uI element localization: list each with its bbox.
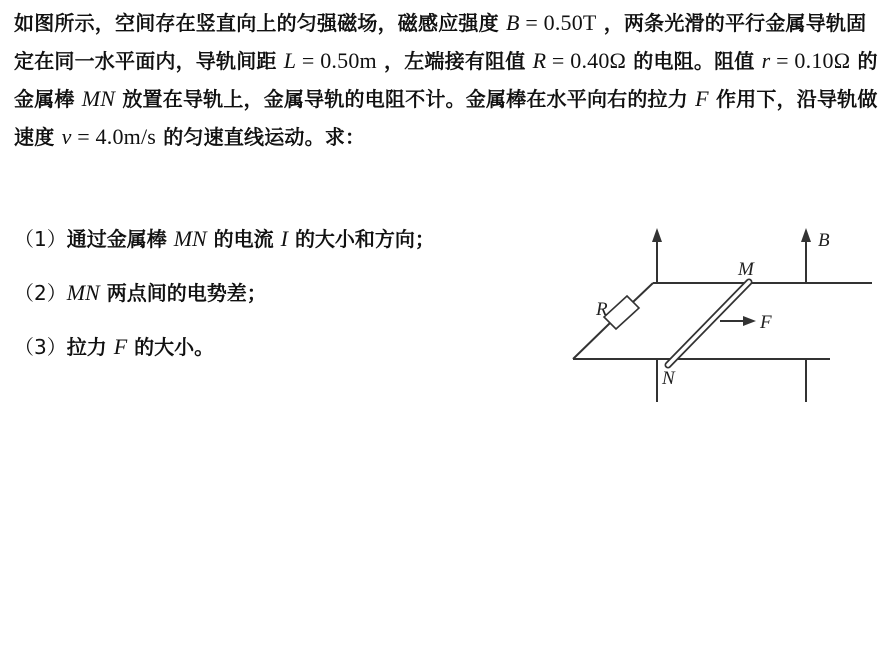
question-3-math-F: F — [113, 334, 128, 359]
field-arrowhead-left — [652, 228, 662, 242]
question-1-number: （1） — [14, 227, 67, 251]
metal-rod-fill — [668, 282, 749, 365]
math-r: r = 0.10Ω — [761, 48, 851, 73]
force-arrowhead — [743, 316, 756, 326]
question-2-number: （2） — [14, 281, 67, 305]
question-3 — [14, 320, 435, 374]
field-arrowhead-right — [801, 228, 811, 242]
question-3-text-b: 的大小。 — [134, 335, 215, 359]
left-wire-lower — [573, 323, 610, 359]
problem-statement — [14, 4, 882, 156]
left-wire-upper — [633, 283, 653, 302]
force-label-F: F — [760, 312, 772, 333]
question-1-math-I: I — [280, 226, 288, 251]
problem-text-2: ，两条光滑的平行金属导轨固定在同一水平面内，导轨间距 — [14, 11, 867, 73]
question-1-text-b: 的电流 — [213, 227, 274, 251]
question-list — [14, 212, 435, 374]
rod-label-N: N — [662, 368, 675, 389]
question-1-text-c: 的大小和方向； — [294, 227, 435, 251]
math-L: L = 0.50m — [283, 48, 377, 73]
circuit-diagram — [560, 220, 880, 410]
math-MN: MN — [81, 86, 116, 111]
question-2 — [14, 266, 435, 320]
math-v: v = 4.0m/s — [61, 124, 157, 149]
question-2-text: 两点间的电势差； — [106, 281, 267, 305]
math-R: R = 0.40Ω — [532, 48, 627, 73]
problem-text-8: 的匀速直线运动。求： — [163, 125, 366, 149]
question-3-text-a: 拉力 — [66, 335, 107, 359]
resistor-label: R — [596, 299, 608, 320]
problem-text-5: 的金属棒 — [14, 49, 878, 111]
rod-label-M: M — [738, 259, 754, 280]
question-1-math-MN: MN — [173, 226, 207, 251]
problem-text-6: 放置在导轨上，金属导轨的电阻不计。金属棒在水平向右的拉力 — [122, 87, 688, 111]
question-2-math-MN: MN — [66, 280, 100, 305]
question-3-number: （3） — [14, 335, 67, 359]
problem-text-1: 如图所示，空间存在竖直向上的匀强磁场，磁感应强度 — [14, 11, 499, 35]
question-1-text-a: 通过金属棒 — [66, 227, 167, 251]
problem-text-3: ，左端接有阻值 — [384, 49, 526, 73]
math-B: B = 0.50T — [505, 10, 597, 35]
problem-text-7: 作用下，沿导轨做速度 — [14, 87, 878, 149]
problem-text-4: 的电阻。阻值 — [633, 49, 755, 73]
field-label-B: B — [818, 230, 830, 251]
question-1 — [14, 212, 435, 266]
math-F: F — [695, 86, 709, 111]
